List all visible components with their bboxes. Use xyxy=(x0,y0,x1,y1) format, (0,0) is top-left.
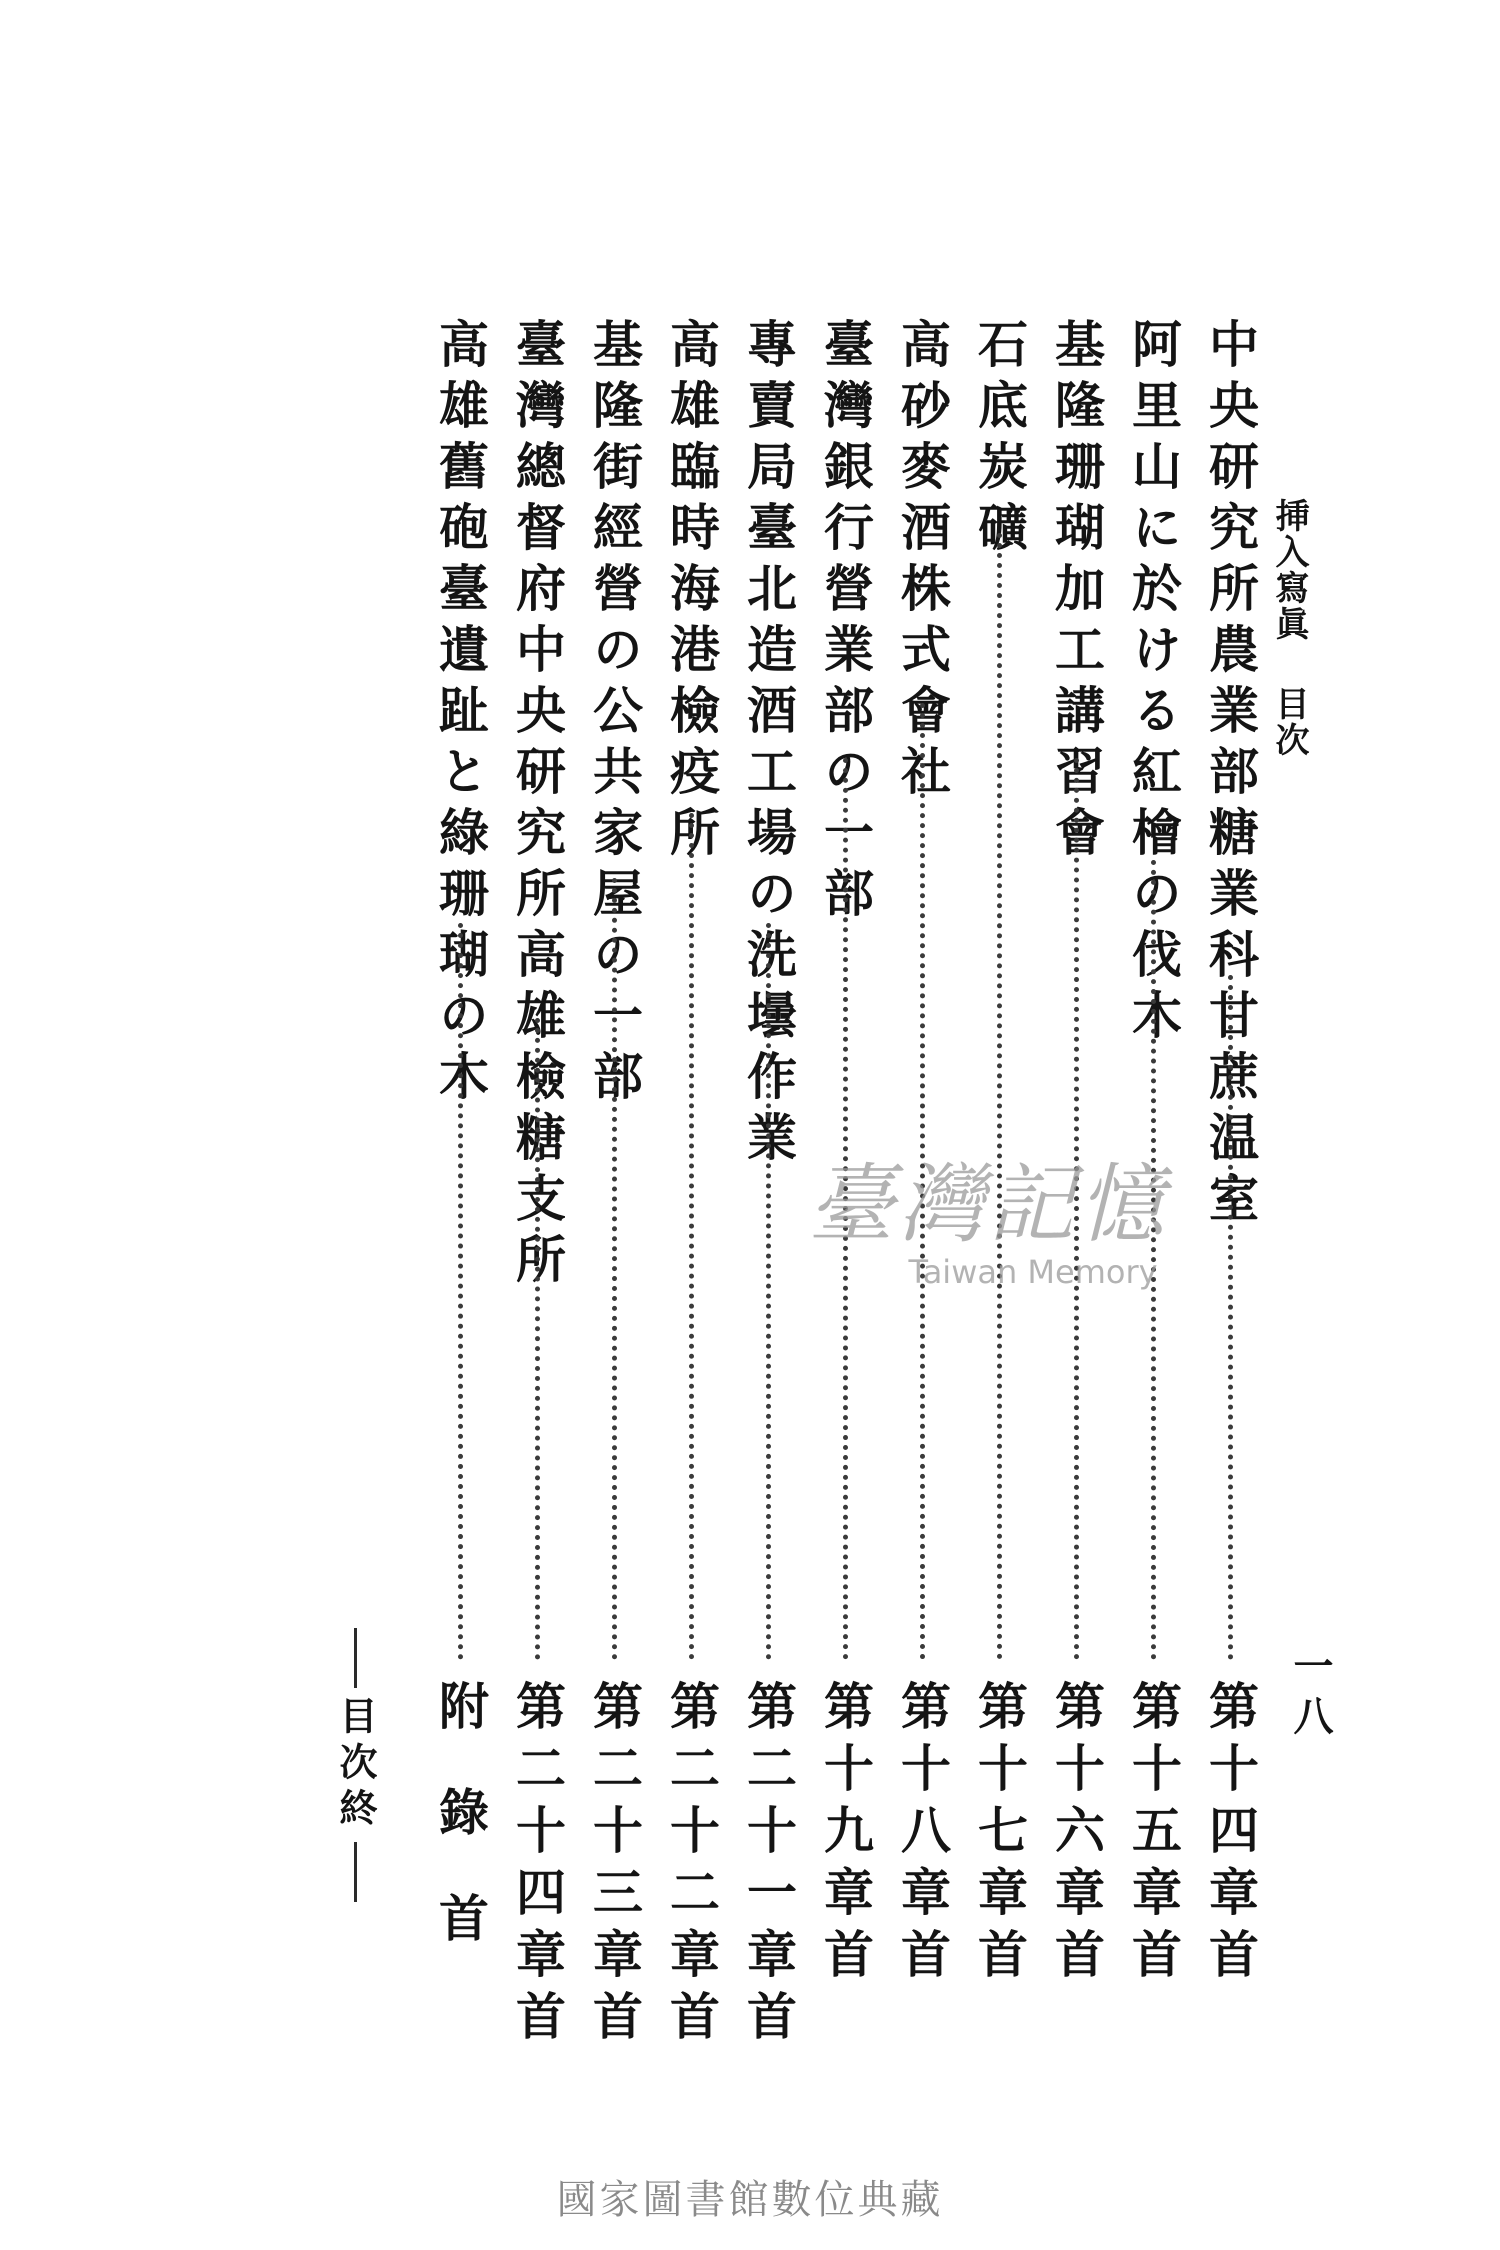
entry-title: 基隆珊瑚加工講習會 xyxy=(1047,318,1106,867)
entry-title: 臺灣總督府中央研究所高雄檢糖支所 xyxy=(508,318,567,1294)
header-section-label: 目次 xyxy=(1269,686,1309,758)
header-section: 挿入寫眞 xyxy=(1269,498,1309,642)
end-of-contents-mark xyxy=(328,1628,383,1902)
entry-reference: 第二十二章首 xyxy=(662,1680,721,2052)
dot-leader xyxy=(1228,975,1233,1660)
entry-reference: 第十四章首 xyxy=(1201,1680,1260,1990)
entry-reference: 第二十三章首 xyxy=(585,1680,644,2052)
toc-entry xyxy=(579,318,649,2052)
entry-reference: 第二十四章首 xyxy=(508,1680,567,2052)
running-header xyxy=(1265,498,1314,758)
entry-title: 阿里山に於ける紅檜の伐木 xyxy=(1124,318,1183,1050)
entry-title: 高砂麥酒株式會社 xyxy=(893,318,952,806)
watermark-en: Taiwan Memory xyxy=(908,1253,1158,1291)
entry-title: 臺灣銀行營業部の一部 xyxy=(816,318,875,928)
dot-leader xyxy=(612,878,617,1660)
watermark xyxy=(748,1135,1228,1291)
footer-credit: 國家圖書館數位典藏 xyxy=(556,2177,944,2223)
watermark-cjk: 臺灣記憶 xyxy=(808,1155,1168,1255)
dot-leader xyxy=(535,1018,540,1660)
toc-entry xyxy=(502,318,572,2052)
end-rule-bottom xyxy=(354,1842,357,1902)
end-rule-top xyxy=(354,1628,357,1688)
entry-title: 高雄舊砲臺遺趾と綠珊瑚の木 xyxy=(431,318,490,1111)
toc-entry xyxy=(656,318,726,2052)
entry-title: 高雄臨時海港檢疫所 xyxy=(662,318,721,867)
end-of-contents-label: 目次終 xyxy=(333,1696,378,1834)
entry-reference: 第十九章首 xyxy=(816,1680,875,1990)
toc-entry xyxy=(425,318,495,1998)
dot-leader xyxy=(458,923,463,1660)
entry-reference: 第十七章首 xyxy=(970,1680,1029,1990)
entry-title: 專賣局臺北造酒工場の洗壜作業 xyxy=(739,318,798,1172)
entry-reference: 附錄首 xyxy=(431,1680,490,1998)
entry-reference: 第二十一章首 xyxy=(739,1680,798,2052)
page-number: 一八 xyxy=(1287,1645,1334,1745)
entry-title: 中央研究所農業部糖業科甘蔗温室 xyxy=(1201,318,1260,1233)
entry-reference: 第十八章首 xyxy=(893,1680,952,1990)
dot-leader xyxy=(997,533,1002,1660)
dot-leader xyxy=(766,923,771,1660)
entry-title: 基隆街經營の公共家屋の一部 xyxy=(585,318,644,1111)
entry-reference: 第十六章首 xyxy=(1047,1680,1106,1990)
dot-leader xyxy=(689,813,694,1660)
entry-reference: 第十五章首 xyxy=(1124,1680,1183,1990)
entry-title: 石底炭礦 xyxy=(970,318,1029,562)
